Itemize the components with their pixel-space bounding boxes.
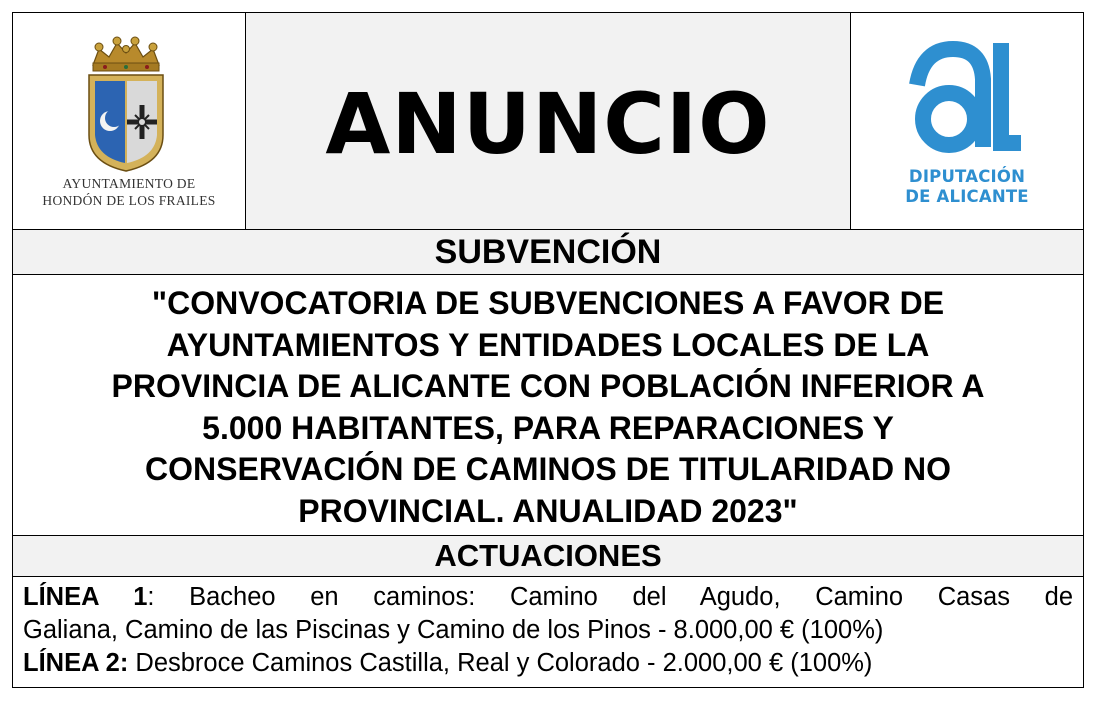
linea-1-item-continued: Galiana, Camino de las Piscinas y Camino de los Pinos - 8.000,00 € (100%): [23, 616, 884, 644]
diputacion-name-line1: DIPUTACIÓN: [908, 167, 1026, 186]
municipality-name-line1: AYUNTAMIENTO DE: [62, 176, 196, 191]
linea-2-item: [23, 647, 1073, 680]
municipality-name-line2: HONDÓN DE LOS FRAILES: [42, 193, 216, 208]
convocatoria-line: "CONVOCATORIA DE SUBVENCIONES A FAVOR DE: [151, 285, 945, 321]
convocatoria-line: PROVINCIAL. ANUALIDAD 2023": [298, 492, 798, 529]
municipality-name: [13, 175, 245, 209]
coat-of-arms-icon: [83, 35, 169, 175]
diputacion-name: [851, 167, 1083, 207]
header-row: [13, 13, 1083, 230]
linea-1-item: [23, 581, 1073, 614]
convocatoria-line: 5.000 HABITANTES, PARA REPARACIONES Y: [202, 409, 894, 446]
section-title-actuaciones: ACTUACIONES: [13, 536, 1083, 577]
actuaciones-list: [13, 577, 1083, 687]
convocatoria-line: AYUNTAMIENTOS Y ENTIDADES LOCALES DE LA: [166, 326, 930, 363]
page-title: ANUNCIO: [325, 75, 771, 173]
linea-2-label: LÍNEA 2:: [23, 649, 129, 677]
diputacion-name-line2: DE ALICANTE: [905, 187, 1029, 206]
announcement-sheet: [12, 12, 1084, 688]
municipality-cell: [13, 13, 246, 229]
linea-1-text: : Bacheo en caminos: Camino del Agudo, Camino Casas de: [147, 583, 1073, 611]
title-cell: [246, 13, 851, 229]
convocatoria-line: CONSERVACIÓN DE CAMINOS DE TITULARIDAD NO: [145, 451, 951, 487]
diputacion-logo-icon: [909, 39, 1021, 159]
convocatoria-text: [13, 275, 1083, 536]
linea-2-text: Desbroce Caminos Castilla, Real y Colorado - 2.000,00 € (100%): [128, 649, 873, 677]
convocatoria-line: PROVINCIA DE ALICANTE CON POBLACIÓN INFERIOR A: [111, 368, 985, 404]
diputacion-cell: [851, 13, 1083, 229]
linea-1-label: LÍNEA 1: [23, 583, 148, 611]
section-title-subvencion: SUBVENCIÓN: [13, 230, 1083, 275]
